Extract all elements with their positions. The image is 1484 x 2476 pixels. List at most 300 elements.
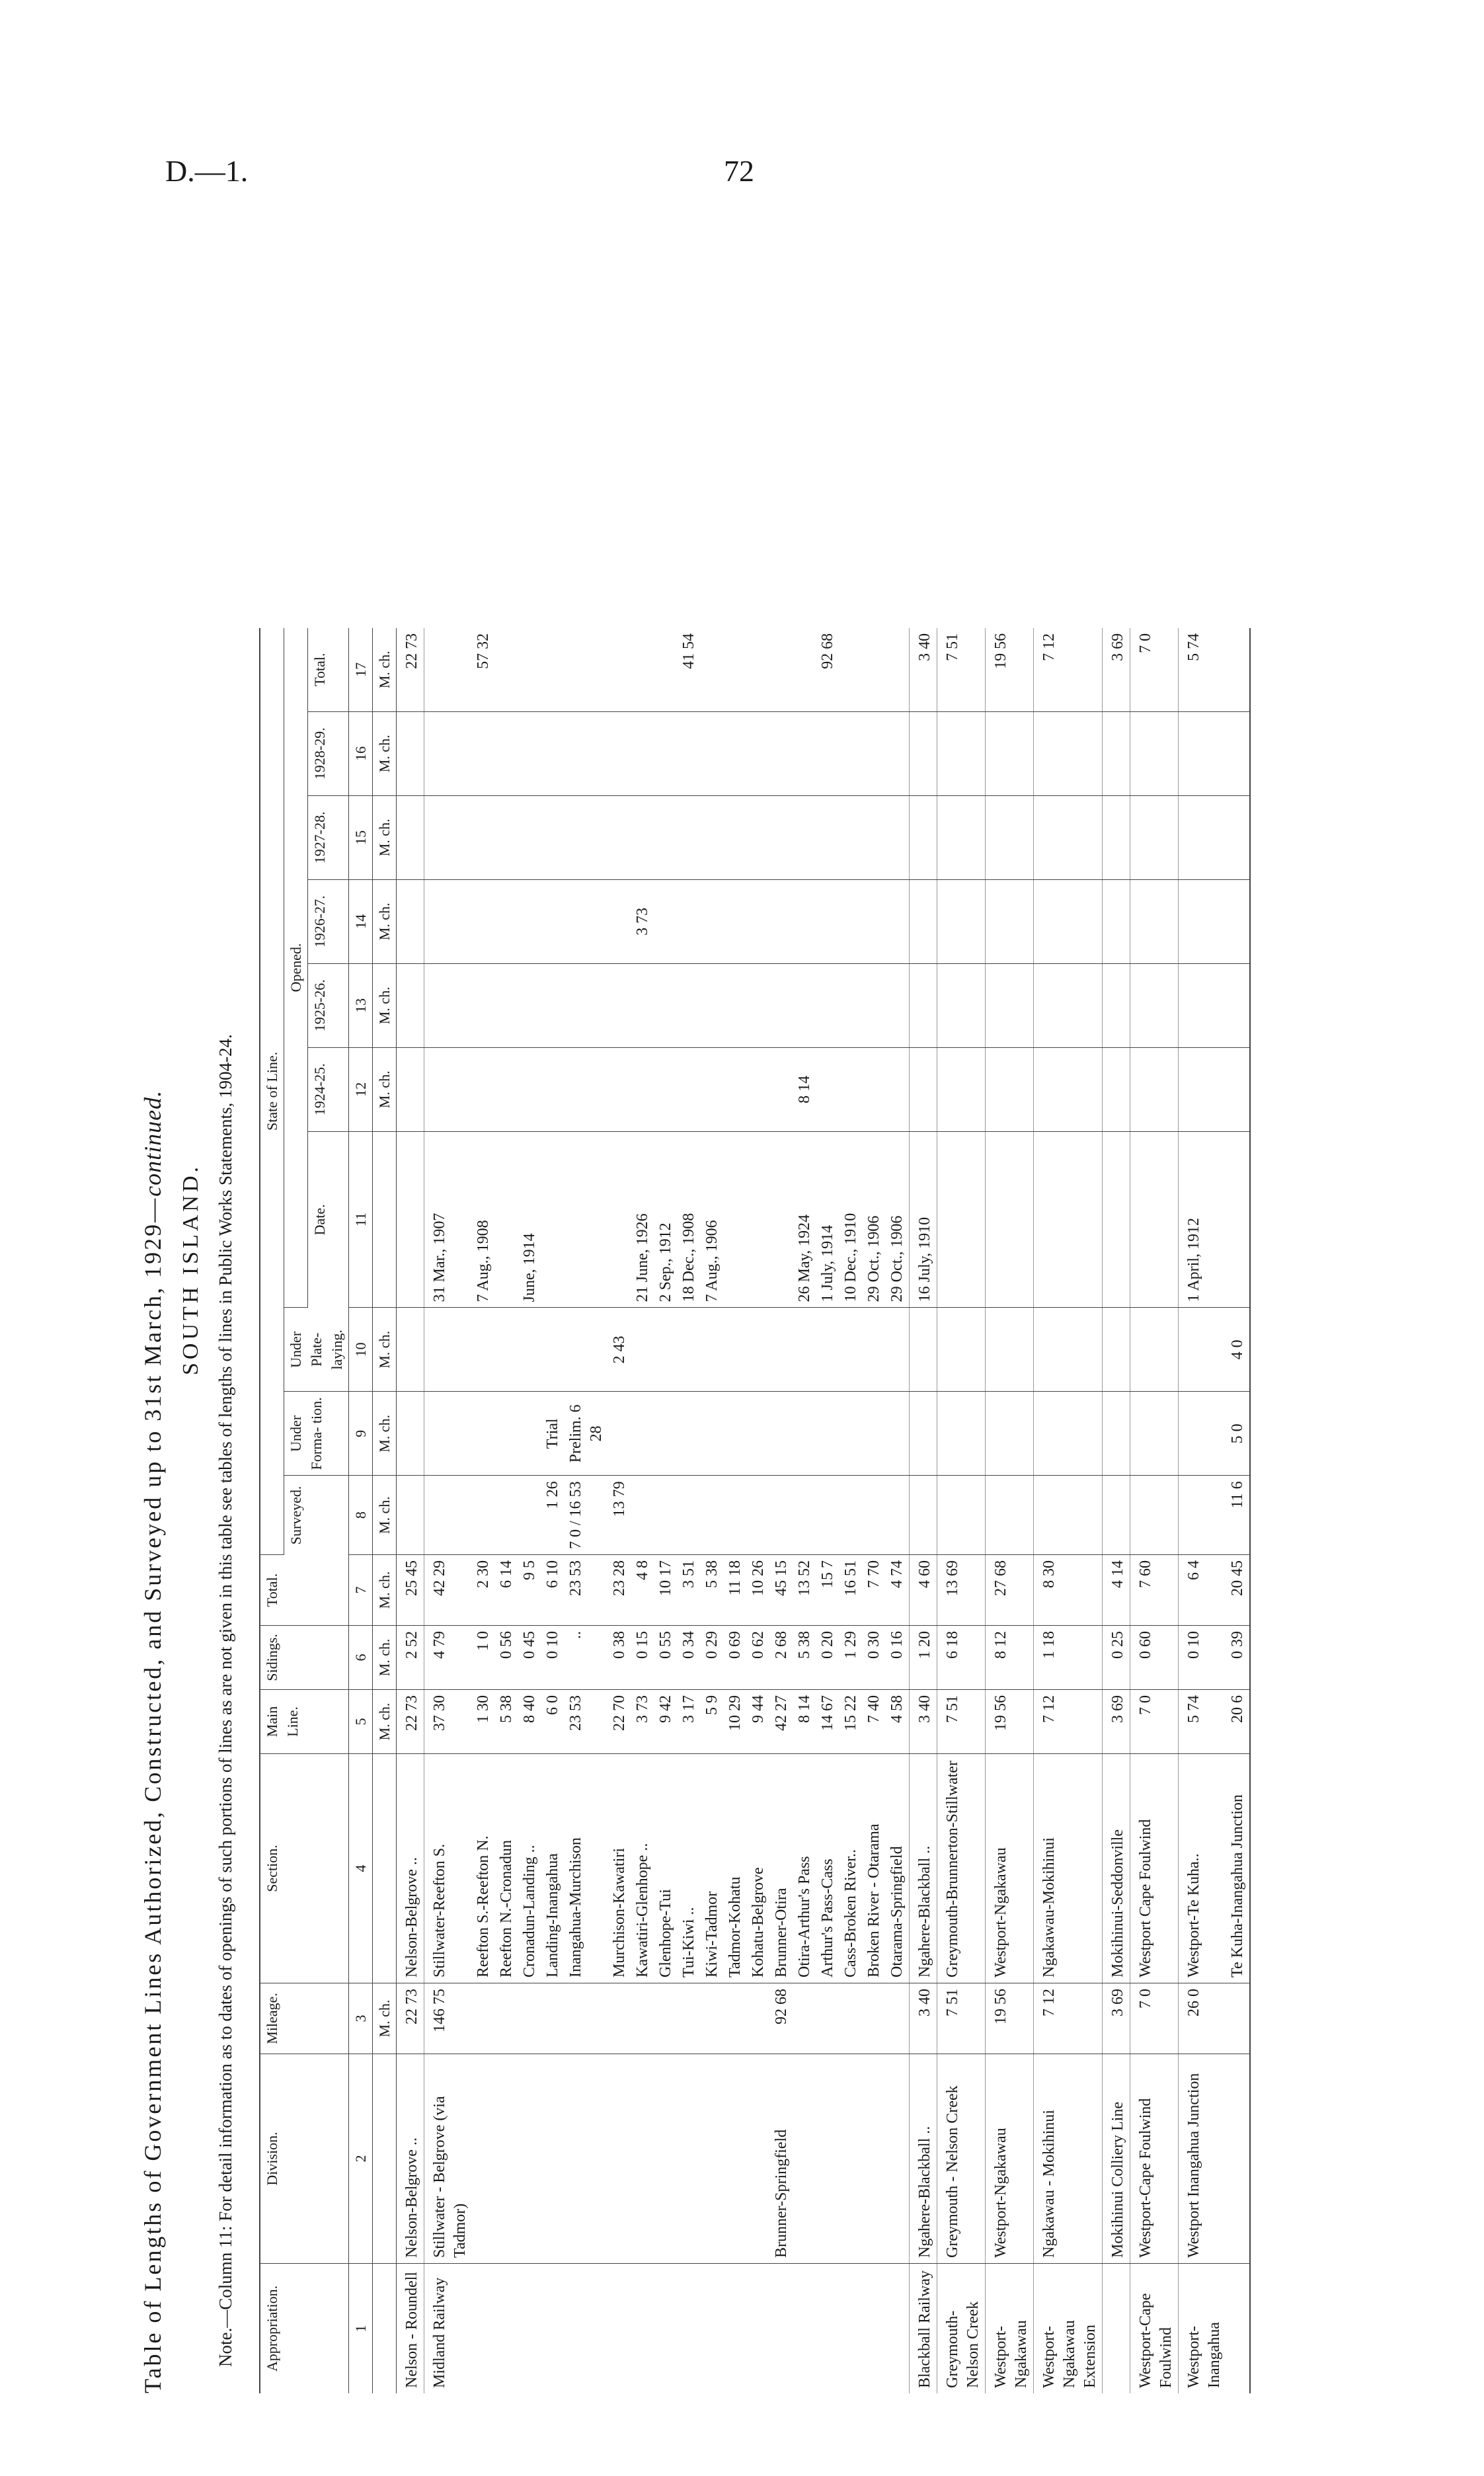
cell-1927-28 [1130, 795, 1179, 879]
cell-1924-25 [1179, 1047, 1227, 1131]
cell-1925-26 [472, 963, 495, 1047]
cell-mileage: 3 69 [1103, 1983, 1130, 2054]
cell-1924-25 [1226, 1047, 1250, 1131]
cell-appropriation [863, 2264, 886, 2394]
cell-appropriation [631, 2264, 654, 2394]
cell-under-platelaying [910, 1308, 937, 1392]
cell-main-line: 7 12 [1034, 1690, 1103, 1754]
column-unit: M. ch. [373, 1555, 397, 1626]
cell-sidings: 8 12 [986, 1626, 1034, 1690]
cell-1928-29 [631, 711, 654, 795]
cell-date: 31 Mar., 1907 [424, 1131, 473, 1308]
cell-opened-total [608, 628, 631, 712]
cell-1926-27 [654, 879, 678, 963]
cell-main-line: 5 74 [1179, 1690, 1227, 1754]
cell-main-line: 7 0 [1130, 1690, 1179, 1754]
cell-surveyed [701, 1476, 724, 1555]
cell-1926-27 [608, 879, 631, 963]
cell-1928-29 [1034, 711, 1103, 795]
column-number: 3 [349, 1983, 373, 2054]
cell-section: Broken River - Otarama [863, 1754, 886, 1983]
cell-opened-total [793, 628, 816, 712]
cell-sidings: 6 18 [937, 1626, 986, 1690]
column-unit: M. ch. [373, 1626, 397, 1690]
cell-1924-25 [747, 1047, 770, 1131]
cell-under-platelaying [863, 1308, 886, 1392]
cell-surveyed [724, 1476, 747, 1555]
cell-under-formation: Prelim. 6 28 [565, 1392, 608, 1476]
cell-opened-total: 92 68 [816, 628, 840, 712]
cell-1924-25 [631, 1047, 654, 1131]
table-row [518, 628, 541, 2393]
cell-division [724, 2054, 747, 2264]
col-header-opened: Opened. [284, 628, 308, 1308]
cell-1927-28 [654, 795, 678, 879]
cell-surveyed [424, 1476, 473, 1555]
cell-date [1226, 1131, 1250, 1308]
cell-1924-25 [770, 1047, 793, 1131]
column-unit [373, 1131, 397, 1308]
cell-opened-total [654, 628, 678, 712]
cell-date [1103, 1131, 1130, 1308]
column-unit: M. ch. [373, 1476, 397, 1555]
cell-division: Nelson-Belgrove .. [397, 2054, 424, 2264]
cell-1925-26 [565, 963, 608, 1047]
cell-1925-26 [793, 963, 816, 1047]
cell-under-platelaying [937, 1308, 986, 1392]
column-unit: M. ch. [373, 795, 397, 879]
cell-1927-28 [472, 795, 495, 879]
cell-1924-25 [1130, 1047, 1179, 1131]
cell-surveyed: 7 0 / 16 53 [565, 1476, 608, 1555]
cell-1924-25 [886, 1047, 910, 1131]
cell-1925-26 [1034, 963, 1103, 1047]
cell-1925-26 [495, 963, 518, 1047]
cell-total: 15 7 [816, 1555, 840, 1626]
cell-1928-29 [1226, 711, 1250, 795]
cell-division: Westport-Cape Foulwind [1130, 2054, 1179, 2264]
cell-1926-27 [937, 879, 986, 963]
cell-total: 23 28 [608, 1555, 631, 1626]
cell-main-line: 20 6 [1226, 1690, 1250, 1754]
column-number: 1 [349, 2264, 373, 2394]
cell-section: Otarama-Springfield [886, 1754, 910, 1983]
col-header-opened-total: Total. [308, 628, 349, 712]
cell-1927-28 [701, 795, 724, 879]
cell-main-line: 15 22 [840, 1690, 863, 1754]
cell-date [1130, 1131, 1179, 1308]
cell-surveyed [654, 1476, 678, 1555]
cell-opened-total [495, 628, 518, 712]
cell-appropriation [840, 2264, 863, 2394]
cell-total: 4 14 [1103, 1555, 1130, 1626]
cell-under-formation: Trial [541, 1392, 565, 1476]
cell-date [565, 1131, 608, 1308]
cell-1928-29 [863, 711, 886, 795]
column-unit: M. ch. [373, 1690, 397, 1754]
cell-main-line: 4 58 [886, 1690, 910, 1754]
cell-1927-28 [1103, 795, 1130, 879]
cell-appropriation [654, 2264, 678, 2394]
cell-1926-27 [1103, 879, 1130, 963]
cell-surveyed: 13 79 [608, 1476, 631, 1555]
column-number-row [349, 628, 373, 2393]
column-number: 10 [349, 1308, 373, 1392]
cell-main-line: 22 73 [397, 1690, 424, 1754]
cell-mileage [816, 1983, 840, 2054]
cell-appropriation: Westport-Cape Foulwind [1130, 2264, 1179, 2394]
cell-1927-28 [608, 795, 631, 879]
cell-opened-total: 7 0 [1130, 628, 1179, 712]
cell-under-platelaying [793, 1308, 816, 1392]
cell-under-platelaying [986, 1308, 1034, 1392]
cell-sidings: 0 62 [747, 1626, 770, 1690]
cell-1926-27 [863, 879, 886, 963]
cell-under-formation [654, 1392, 678, 1476]
cell-total: 9 5 [518, 1555, 541, 1626]
cell-mileage [565, 1983, 608, 2054]
cell-section: Kohatu-Belgrove [747, 1754, 770, 1983]
cell-appropriation: Westport-Inangahua [1179, 2264, 1227, 2394]
cell-under-formation [986, 1392, 1034, 1476]
cell-1928-29 [701, 711, 724, 795]
cell-under-formation [1179, 1392, 1227, 1476]
cell-appropriation [701, 2264, 724, 2394]
column-unit: M. ch. [373, 1392, 397, 1476]
column-number: 8 [349, 1476, 373, 1555]
cell-1927-28 [565, 795, 608, 879]
table-row [1226, 628, 1250, 2393]
cell-section: Cass-Broken River.. [840, 1754, 863, 1983]
cell-main-line: 3 73 [631, 1690, 654, 1754]
cell-1924-25 [1034, 1047, 1103, 1131]
col-header-date: Date. [308, 1131, 349, 1308]
cell-mileage: 92 68 [770, 1983, 793, 2054]
cell-date: 16 July, 1910 [910, 1131, 937, 1308]
cell-division [701, 2054, 724, 2264]
cell-appropriation [678, 2264, 701, 2394]
cell-sidings: 0 25 [1103, 1626, 1130, 1690]
cell-1927-28 [1034, 795, 1103, 879]
table-row [654, 628, 678, 2393]
cell-date [495, 1131, 518, 1308]
table-row [608, 628, 631, 2393]
cell-under-platelaying [518, 1308, 541, 1392]
cell-main-line: 8 14 [793, 1690, 816, 1754]
cell-1925-26 [886, 963, 910, 1047]
cell-date [541, 1131, 565, 1308]
col-header-section: Section. [260, 1754, 349, 1983]
cell-sidings: 0 30 [863, 1626, 886, 1690]
cell-sidings: 0 20 [816, 1626, 840, 1690]
cell-division [840, 2054, 863, 2264]
cell-opened-total [424, 628, 473, 712]
cell-under-formation [816, 1392, 840, 1476]
cell-surveyed [910, 1476, 937, 1555]
cell-under-formation [840, 1392, 863, 1476]
cell-1926-27 [840, 879, 863, 963]
cell-surveyed: 11 6 [1226, 1476, 1250, 1555]
column-number: 9 [349, 1392, 373, 1476]
cell-1924-25 [816, 1047, 840, 1131]
col-header-1924-25: 1924-25. [308, 1047, 349, 1131]
cell-sidings: 1 20 [910, 1626, 937, 1690]
cell-under-platelaying [1034, 1308, 1103, 1392]
col-header-1925-26: 1925-26. [308, 963, 349, 1047]
cell-1925-26 [910, 963, 937, 1047]
cell-total: 13 69 [937, 1555, 986, 1626]
cell-1925-26 [1179, 963, 1227, 1047]
cell-date: 1 April, 1912 [1179, 1131, 1227, 1308]
cell-1927-28 [910, 795, 937, 879]
cell-1926-27: 3 73 [631, 879, 654, 963]
cell-sidings: 1 29 [840, 1626, 863, 1690]
cell-sidings: .. [565, 1626, 608, 1690]
cell-mileage [793, 1983, 816, 2054]
cell-1927-28 [1179, 795, 1227, 879]
cell-surveyed [472, 1476, 495, 1555]
cell-under-formation [747, 1392, 770, 1476]
column-unit: M. ch. [373, 711, 397, 795]
table-row [495, 628, 518, 2393]
table-row [770, 628, 793, 2393]
cell-1927-28 [1226, 795, 1250, 879]
cell-total: 7 60 [1130, 1555, 1179, 1626]
cell-1925-26 [1130, 963, 1179, 1047]
cell-section: Reefton S.-Reefton N. [472, 1754, 495, 1983]
cell-main-line: 3 69 [1103, 1690, 1130, 1754]
cell-appropriation: Nelson - Roundell [397, 2264, 424, 2394]
cell-date [770, 1131, 793, 1308]
cell-1924-25 [472, 1047, 495, 1131]
cell-total: 10 17 [654, 1555, 678, 1626]
cell-division [608, 2054, 631, 2264]
cell-mileage [1226, 1983, 1250, 2054]
cell-under-formation [1130, 1392, 1179, 1476]
cell-1927-28 [747, 795, 770, 879]
cell-sidings: 2 68 [770, 1626, 793, 1690]
cell-mileage [631, 1983, 654, 2054]
cell-appropriation [495, 2264, 518, 2394]
cell-opened-total: 7 51 [937, 628, 986, 712]
col-header-1927-28: 1927-28. [308, 795, 349, 879]
table-row [886, 628, 910, 2393]
cell-mileage [495, 1983, 518, 2054]
cell-1926-27 [701, 879, 724, 963]
cell-1928-29 [608, 711, 631, 795]
cell-mileage: 26 0 [1179, 1983, 1227, 2054]
cell-total: 6 10 [541, 1555, 565, 1626]
cell-date: 26 May, 1924 [793, 1131, 816, 1308]
cell-main-line: 23 53 [565, 1690, 608, 1754]
cell-1927-28 [397, 795, 424, 879]
cell-1926-27 [1130, 879, 1179, 963]
column-number: 14 [349, 879, 373, 963]
cell-section: Westport-Te Kuha.. [1179, 1754, 1227, 1983]
cell-1928-29 [910, 711, 937, 795]
table-title-text: Table of Lengths of Government Lines Authorized, Constructed, and Surveyed up to 31st March, 1929— [139, 1196, 166, 2393]
column-unit: M. ch. [373, 1047, 397, 1131]
cell-opened-total: 19 56 [986, 628, 1034, 712]
table-row [937, 628, 986, 2393]
cell-section: Cronadun-Landing .. [518, 1754, 541, 1983]
cell-total: 4 60 [910, 1555, 937, 1626]
cell-1925-26 [724, 963, 747, 1047]
cell-under-platelaying [724, 1308, 747, 1392]
column-unit: M. ch. [373, 879, 397, 963]
cell-1926-27 [910, 879, 937, 963]
cell-1927-28 [495, 795, 518, 879]
cell-under-platelaying [747, 1308, 770, 1392]
col-header-division: Division. [260, 2054, 349, 2264]
cell-1925-26 [608, 963, 631, 1047]
column-number: 15 [349, 795, 373, 879]
cell-division: Stillwater - Belgrove (via Tadmor) [424, 2054, 473, 2264]
cell-division [654, 2054, 678, 2264]
table-row [1103, 628, 1130, 2393]
cell-date [608, 1131, 631, 1308]
cell-under-formation [1034, 1392, 1103, 1476]
cell-under-platelaying [541, 1308, 565, 1392]
cell-division [495, 2054, 518, 2264]
cell-1927-28 [724, 795, 747, 879]
cell-opened-total: 22 73 [397, 628, 424, 712]
cell-surveyed [816, 1476, 840, 1555]
cell-1927-28 [631, 795, 654, 879]
cell-1926-27 [495, 879, 518, 963]
cell-division: Brunner-Springfield [770, 2054, 793, 2264]
cell-total: 7 70 [863, 1555, 886, 1626]
rotated-table-page [139, 145, 1398, 2393]
cell-section: Westport-Ngakawau [986, 1754, 1034, 1983]
page-number: 72 [724, 154, 754, 188]
cell-1926-27 [986, 879, 1034, 963]
cell-mileage: 22 73 [397, 1983, 424, 2054]
cell-total: 42 29 [424, 1555, 473, 1626]
cell-section: Otira-Arthur's Pass [793, 1754, 816, 1983]
cell-division: Westport Inangahua Junction [1179, 2054, 1227, 2264]
cell-1924-25 [910, 1047, 937, 1131]
col-header-1928-29: 1928-29. [308, 711, 349, 795]
cell-date [1034, 1131, 1103, 1308]
cell-date: 10 Dec., 1910 [840, 1131, 863, 1308]
cell-1926-27 [1226, 879, 1250, 963]
cell-division [631, 2054, 654, 2264]
cell-1925-26 [678, 963, 701, 1047]
cell-sidings: 0 38 [608, 1626, 631, 1690]
cell-1924-25 [397, 1047, 424, 1131]
cell-under-platelaying [472, 1308, 495, 1392]
cell-appropriation [541, 2264, 565, 2394]
cell-mileage [541, 1983, 565, 2054]
cell-section: Nelson-Belgrove .. [397, 1754, 424, 1983]
cell-1928-29 [770, 711, 793, 795]
cell-under-formation [518, 1392, 541, 1476]
cell-1926-27 [816, 879, 840, 963]
cell-total: 27 68 [986, 1555, 1034, 1626]
cell-1928-29 [747, 711, 770, 795]
cell-1928-29 [424, 711, 473, 795]
cell-1926-27 [541, 879, 565, 963]
cell-1926-27 [793, 879, 816, 963]
cell-division [747, 2054, 770, 2264]
cell-section: Tadmor-Kohatu [724, 1754, 747, 1983]
column-unit [373, 2264, 397, 2394]
column-unit [373, 1754, 397, 1983]
table-row [424, 628, 473, 2393]
cell-opened-total: 41 54 [678, 628, 701, 712]
cell-opened-total: 3 40 [910, 628, 937, 712]
cell-1927-28 [541, 795, 565, 879]
cell-mileage [701, 1983, 724, 2054]
cell-appropriation [770, 2264, 793, 2394]
cell-1928-29 [518, 711, 541, 795]
cell-section: Tui-Kiwi .. [678, 1754, 701, 1983]
cell-1925-26 [518, 963, 541, 1047]
cell-mileage [863, 1983, 886, 2054]
cell-1927-28 [770, 795, 793, 879]
cell-main-line: 6 0 [541, 1690, 565, 1754]
cell-surveyed: 1 26 [541, 1476, 565, 1555]
cell-mileage: 19 56 [986, 1983, 1034, 2054]
cell-division [541, 2054, 565, 2264]
cell-total: 25 45 [397, 1555, 424, 1626]
column-number: 17 [349, 628, 373, 712]
cell-1926-27 [1179, 879, 1227, 963]
cell-main-line: 14 67 [816, 1690, 840, 1754]
cell-1928-29 [724, 711, 747, 795]
cell-surveyed [1034, 1476, 1103, 1555]
cell-section: Brunner-Otira [770, 1754, 793, 1983]
cell-section: Stillwater-Reefton S. [424, 1754, 473, 1983]
column-unit: M. ch. [373, 628, 397, 712]
cell-mileage [472, 1983, 495, 2054]
table-row [631, 628, 654, 2393]
cell-date [937, 1131, 986, 1308]
cell-sidings: 0 55 [654, 1626, 678, 1690]
cell-mileage [724, 1983, 747, 2054]
cell-section: Murchison-Kawatiri [608, 1754, 631, 1983]
cell-1924-25 [518, 1047, 541, 1131]
cell-1924-25 [840, 1047, 863, 1131]
cell-sidings: 1 18 [1034, 1626, 1103, 1690]
cell-division [518, 2054, 541, 2264]
cell-1925-26 [541, 963, 565, 1047]
cell-appropriation [747, 2264, 770, 2394]
cell-appropriation [886, 2264, 910, 2394]
cell-1926-27 [397, 879, 424, 963]
col-header-under-formation: Under Forma- tion. [284, 1392, 349, 1476]
cell-total: 6 4 [1179, 1555, 1227, 1626]
cell-total: 11 18 [724, 1555, 747, 1626]
cell-main-line: 42 27 [770, 1690, 793, 1754]
cell-main-line: 37 30 [424, 1690, 473, 1754]
cell-under-platelaying [1179, 1308, 1227, 1392]
table-row [986, 628, 1034, 2393]
cell-division [565, 2054, 608, 2264]
cell-1927-28 [678, 795, 701, 879]
cell-appropriation [565, 2264, 608, 2394]
cell-opened-total [518, 628, 541, 712]
cell-opened-total: 3 69 [1103, 628, 1130, 712]
cell-1926-27 [565, 879, 608, 963]
cell-1925-26 [986, 963, 1034, 1047]
cell-1924-25 [565, 1047, 608, 1131]
cell-1924-25 [654, 1047, 678, 1131]
cell-under-platelaying [770, 1308, 793, 1392]
cell-main-line: 8 40 [518, 1690, 541, 1754]
cell-sidings: 2 52 [397, 1626, 424, 1690]
